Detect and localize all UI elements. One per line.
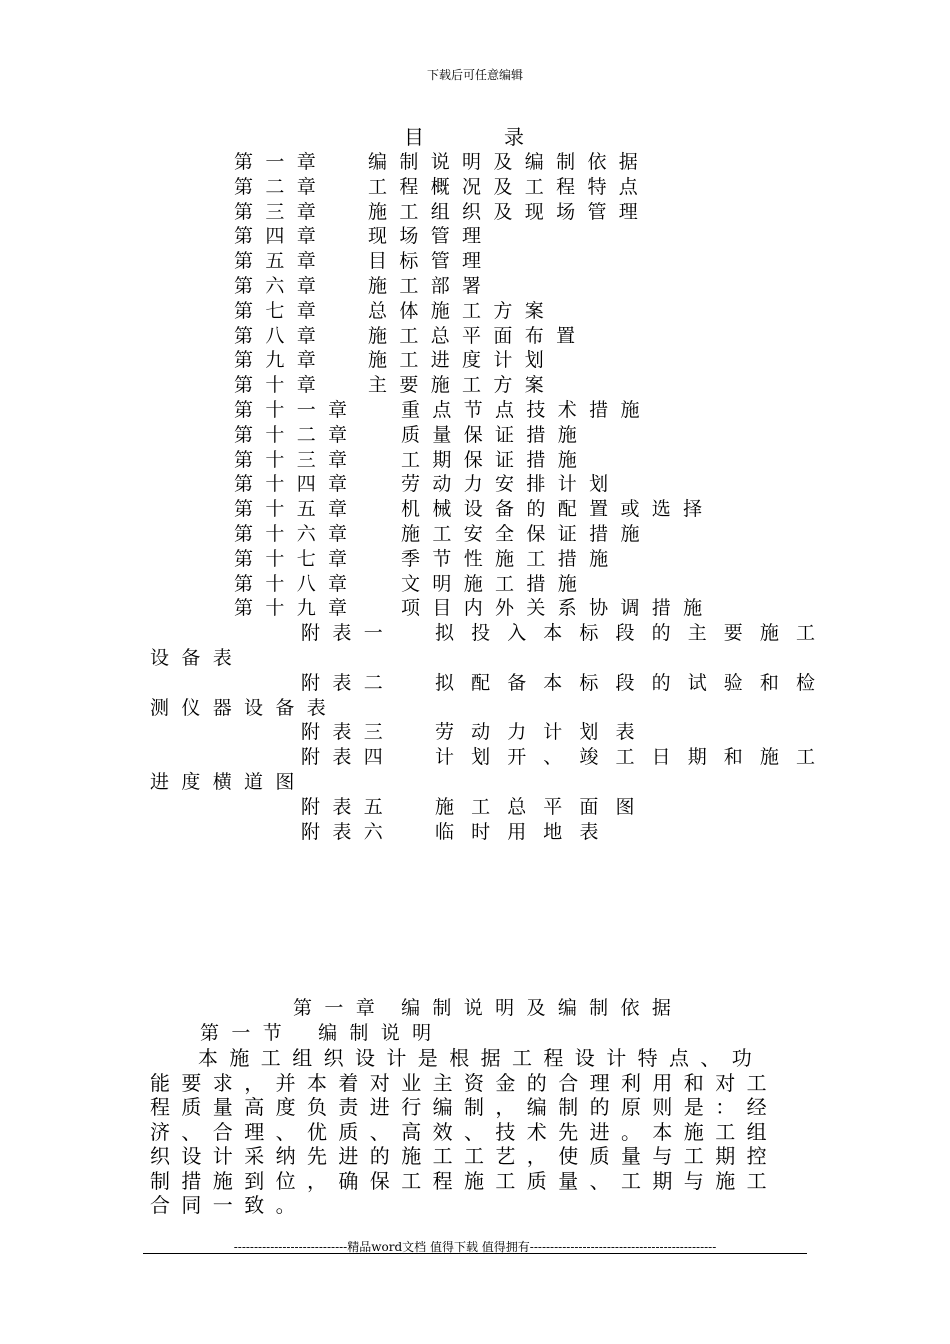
section-heading-title: 编制说明 bbox=[318, 1022, 444, 1044]
toc-item bbox=[234, 448, 589, 472]
toc-item-number: 第十四章 bbox=[234, 473, 360, 496]
toc-appendix-title: 临时用地表 bbox=[435, 820, 616, 843]
toc-item-number: 第九章 bbox=[234, 349, 329, 372]
toc-item-title: 施工进度计划 bbox=[368, 349, 557, 372]
toc-title: 目 录 bbox=[404, 125, 524, 149]
toc-item-number: 第十三章 bbox=[234, 448, 360, 471]
toc-appendix-title: 拟配备本标段的试验和检 bbox=[435, 671, 833, 694]
chapter-heading bbox=[293, 996, 683, 1020]
toc-appendix-continuation: 设备表 bbox=[150, 647, 245, 669]
toc-item-title: 编制说明及编制依据 bbox=[368, 151, 651, 173]
toc-item-number: 第二章 bbox=[234, 175, 329, 198]
toc-appendix-number: 附表五 bbox=[301, 795, 396, 818]
toc-item-title: 质量保证措施 bbox=[401, 423, 590, 446]
toc-item-number: 第十八章 bbox=[234, 572, 360, 595]
toc-appendix-title: 拟投入本标段的主要施工 bbox=[435, 622, 833, 645]
toc-appendix-title: 计划开、竣工日期和施工 bbox=[435, 746, 833, 769]
toc-item bbox=[234, 299, 556, 323]
toc-item-title: 劳动力安排计划 bbox=[401, 473, 621, 496]
toc-appendix-number: 附表六 bbox=[301, 820, 396, 843]
toc-item-number: 第五章 bbox=[234, 250, 329, 273]
toc-item-title: 工程概况及工程特点 bbox=[368, 175, 651, 198]
toc-item bbox=[234, 249, 493, 273]
toc-item bbox=[234, 324, 587, 348]
footer-rule bbox=[143, 1253, 807, 1254]
toc-item-number: 第十二章 bbox=[234, 423, 360, 446]
toc-appendix-number: 附表四 bbox=[301, 746, 396, 769]
toc-appendix bbox=[301, 720, 652, 744]
toc-appendix-number: 附表二 bbox=[301, 671, 396, 694]
toc-item-number: 第六章 bbox=[234, 275, 329, 297]
toc-appendix-number: 附表三 bbox=[301, 721, 396, 744]
toc-item bbox=[234, 175, 650, 199]
toc-item-number: 第十九章 bbox=[234, 597, 360, 620]
toc-item-title: 文明施工措施 bbox=[401, 572, 590, 595]
toc-item-number: 第十七章 bbox=[234, 547, 360, 570]
toc-item bbox=[234, 547, 620, 571]
toc-item-title: 主要施工方案 bbox=[368, 374, 557, 397]
toc-item bbox=[234, 274, 493, 298]
toc-appendix bbox=[301, 621, 832, 645]
toc-item-number: 第十六章 bbox=[234, 523, 360, 545]
toc-appendix-title: 劳动力计划表 bbox=[435, 721, 652, 744]
toc-item-number: 第十章 bbox=[234, 374, 329, 397]
body-paragraph bbox=[150, 1046, 790, 1218]
toc-item-title: 施工安全保证措施 bbox=[401, 523, 652, 545]
toc-item-title: 施工总平面布置 bbox=[368, 324, 588, 347]
toc-appendix-continuation: 测仪器设备表 bbox=[150, 696, 339, 719]
toc-item bbox=[234, 398, 652, 422]
toc-appendix-title: 施工总平面图 bbox=[435, 795, 652, 818]
toc-item bbox=[234, 472, 620, 496]
toc-item-number: 第一章 bbox=[234, 151, 329, 173]
toc-item-number: 第七章 bbox=[234, 299, 329, 322]
toc-item-number: 第八章 bbox=[234, 324, 329, 347]
toc-item-number: 第十五章 bbox=[234, 498, 360, 521]
toc-item bbox=[234, 224, 493, 248]
toc-item bbox=[234, 572, 589, 596]
toc-item-title: 工期保证措施 bbox=[401, 448, 590, 471]
toc-item bbox=[234, 522, 652, 546]
toc-item-title: 目标管理 bbox=[368, 250, 494, 273]
toc-item-title: 施工部署 bbox=[368, 275, 494, 297]
toc-appendix-continuation: 进度横道图 bbox=[150, 771, 307, 793]
toc-appendix bbox=[301, 671, 832, 695]
toc-appendix bbox=[301, 745, 832, 769]
toc-item-title: 机械设备的配置或选择 bbox=[401, 498, 715, 521]
toc-appendix bbox=[301, 795, 652, 819]
section-heading-number: 第一节 bbox=[200, 1022, 295, 1044]
chapter-heading-title: 编制说明及编制依据 bbox=[401, 997, 684, 1019]
page-header: 下载后可任意编辑 bbox=[426, 68, 523, 82]
toc-item-title: 总体施工方案 bbox=[368, 299, 557, 322]
paragraph-text: 本施工组织设计是根据工程设计特点、功能要求，并本着对业主资金的合理利用和对工程质量高度负责进行编制，编制的原则是：经济、合理、优质、高效、技术先进。本施工组织设计采纳先进的施工工艺，使质量与工期控制措施到位，确保工程施工质量、工期与施工合同一致。 bbox=[150, 1046, 778, 1217]
toc-item bbox=[234, 373, 556, 397]
toc-item bbox=[234, 497, 715, 521]
section-heading bbox=[200, 1021, 443, 1045]
toc-item bbox=[234, 200, 650, 224]
toc-item-title: 季节性施工措施 bbox=[401, 547, 621, 570]
toc-item-title: 施工组织及现场管理 bbox=[368, 200, 651, 223]
toc-item-title: 项目内外关系协调措施 bbox=[401, 597, 715, 620]
toc-appendix-number: 附表一 bbox=[301, 622, 396, 645]
toc-item-title: 现场管理 bbox=[368, 225, 494, 248]
toc-appendix bbox=[301, 820, 616, 844]
toc-item-number: 第四章 bbox=[234, 225, 329, 248]
page-footer: ----------------------------精品word文档 值得下载 值得拥有---------------------------------------------- bbox=[233, 1240, 717, 1254]
toc-item bbox=[234, 596, 715, 620]
toc-item-title: 重点节点技术措施 bbox=[401, 399, 652, 421]
toc-item bbox=[234, 423, 589, 447]
toc-item-number: 第三章 bbox=[234, 200, 329, 223]
toc-item bbox=[234, 150, 650, 174]
toc-item-number: 第十一章 bbox=[234, 399, 360, 421]
chapter-heading-number: 第一章 bbox=[293, 997, 388, 1019]
toc-item bbox=[234, 348, 556, 372]
